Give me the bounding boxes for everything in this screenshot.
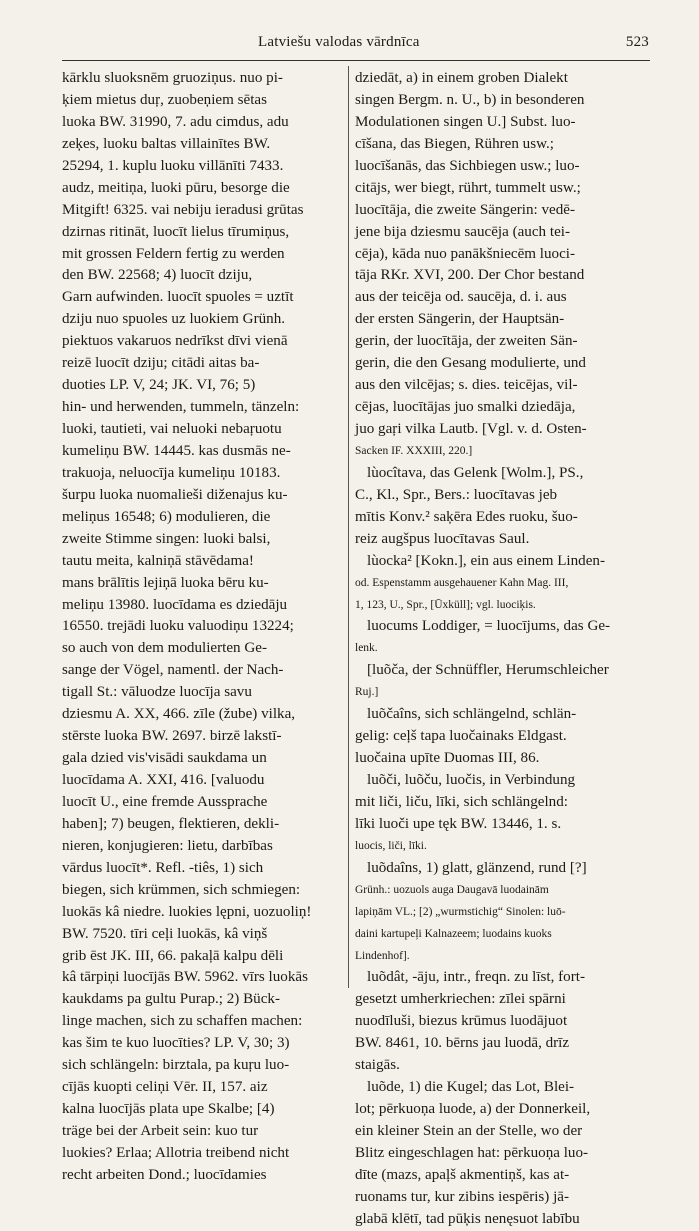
text-line: luokies? Erlaa; Allotria treibend nicht bbox=[62, 1144, 290, 1161]
text-line: haben]; 7) beugen, flektieren, dekli- bbox=[62, 815, 280, 832]
text-line: sich schlängeln: birztala, pa kuŗu luo- bbox=[62, 1057, 290, 1074]
text-line: sange der Vögel, namentl. der Nach- bbox=[62, 662, 284, 679]
text-line: glabā klētī, tad pūķis nenęsuot labību bbox=[355, 1210, 580, 1227]
text-line: luocīdama A. XXI, 416. [valuodu bbox=[62, 772, 265, 788]
text-line: luocīt U., eine fremde Aussprache bbox=[62, 793, 268, 810]
text-line: luokās kâ niedre. luokies lępni, uozuoliņ! bbox=[62, 903, 312, 920]
text-line: luocītāja, die zweite Sängerin: vedē- bbox=[355, 201, 576, 218]
text-line: piektuos vakaruos nedrīkst dīvi vienā bbox=[62, 333, 288, 350]
text-line: mit grossen Feldern fertig zu werden bbox=[62, 245, 285, 262]
text-line: šurpu luoka nuomalieši diženajus ku- bbox=[62, 486, 288, 503]
text-line: cījās kuopti celiņi Vēr. II, 157. aiz bbox=[62, 1079, 268, 1096]
text-line: daini kartupeļi Kalnazeem; luodains kuoks bbox=[355, 927, 552, 940]
text-line: der ersten Sängerin, der Hauptsän- bbox=[355, 311, 565, 328]
text-line: BW. 8461, 10. bērns jau luodā, drīz bbox=[355, 1035, 570, 1052]
text-line: staigās. bbox=[355, 1057, 400, 1074]
text-line: Sacken IF. XXXIII, 220.] bbox=[355, 444, 473, 457]
text-line: aus den vilcējas; s. dies. teicējas, vil- bbox=[355, 377, 578, 394]
running-title: Latviešu valodas vārdnīca bbox=[258, 34, 420, 50]
text-line: gerin, der luocītāja, der zweiten Sän- bbox=[355, 333, 578, 350]
text-line: dziedāt, a) in einem groben Dialekt bbox=[355, 70, 568, 86]
entry-headword-line: luocums Loddiger, = luocījums, das Ge- bbox=[367, 618, 611, 635]
text-line: zeķes, luoku baltas villainītes BW. bbox=[62, 135, 271, 152]
text-line: 1, 123, U., Spr., [Ūxküll]; vgl. luociķis. bbox=[355, 598, 536, 611]
text-line: kumeliņu BW. 14445. kas dusmās ne- bbox=[62, 442, 291, 459]
text-line: Grünh.: uozuols auga Daugavā luodainām bbox=[355, 883, 549, 896]
text-line: so auch von dem modulierten Ge- bbox=[62, 640, 267, 657]
column-divider bbox=[348, 66, 349, 988]
text-line: mītis Konv.² saķēra Edes ruoku, šuo- bbox=[355, 508, 578, 525]
text-line: tigall St.: vāluodze luocīja savu bbox=[62, 684, 252, 701]
text-line: dziesmu A. XX, 466. zīle (žube) vilka, bbox=[62, 706, 296, 723]
entry-headword-line: luõdât, -āju, intr., freqn. zu līst, fort- bbox=[367, 969, 585, 986]
header-rule bbox=[62, 60, 650, 61]
text-line: luocis, liči, līki. bbox=[355, 839, 427, 852]
text-line: reiz augšpus luocītavas Saul. bbox=[355, 530, 530, 547]
text-line: kārklu sluoksnēm gruoziņus. nuo pi- bbox=[62, 70, 283, 86]
entry-headword-line: luõčaîns, sich schlängelnd, schlän- bbox=[367, 706, 577, 723]
text-line: od. Espenstamm ausgehauener Kahn Mag. III, bbox=[355, 576, 569, 589]
text-line: träge bei der Arbeit sein: kuo tur bbox=[62, 1123, 259, 1139]
text-line: gerin, die den Gesang modulierte, und bbox=[355, 355, 586, 372]
left-column bbox=[62, 68, 344, 1183]
text-line: Modulationen singen U.] Subst. luo- bbox=[355, 113, 576, 130]
text-line: jene bija dziesmu saucēja (auch tei- bbox=[355, 223, 570, 240]
text-line: citājs, wer biegt, rührt, tummelt usw.; bbox=[355, 179, 581, 196]
text-line: grib ēst JK. III, 66. pakaļā kalpu dēli bbox=[62, 947, 284, 964]
text-line: luocīšanās, das Sichbiegen usw.; luo- bbox=[355, 157, 580, 174]
text-line: juo gaŗi vilka Lautb. [Vgl. v. d. Osten- bbox=[355, 421, 587, 437]
text-line: zweite Stimme singen: luoki balsi, bbox=[62, 530, 271, 547]
page-number: 523 bbox=[625, 34, 649, 50]
text-line: reizē luocīt dziju; citādi aitas ba- bbox=[62, 355, 260, 372]
entry-headword-line: lùocîtava, das Gelenk [Wolm.], PS., bbox=[367, 464, 584, 481]
text-line: luoki, tautieti, vai neluoki nebaŗuotu bbox=[62, 421, 282, 437]
text-line: dzirnas ritināt, luocīt lielus tīrumiņus, bbox=[62, 223, 290, 240]
entry-headword-line: lùocka² [Kokn.], ein aus einem Linden- bbox=[367, 552, 605, 569]
text-line: den BW. 22568; 4) luocīt dziju, bbox=[62, 267, 253, 284]
text-line: recht arbeiten Dond.; luocīdamies bbox=[62, 1166, 267, 1183]
text-line: meliņus 16548; 6) modulieren, die bbox=[62, 508, 271, 525]
text-line: linge machen, sich zu schaffen machen: bbox=[62, 1013, 303, 1030]
right-column bbox=[355, 68, 651, 1227]
text-line: BW. 7520. tīri ceļi luokās, kâ viņš bbox=[62, 925, 268, 942]
text-line: cējas, luocītājas juo smalki dziedāja, bbox=[355, 399, 576, 416]
text-line: audz, meitiņa, luoki pūru, besorge die bbox=[62, 179, 290, 196]
text-line: biegen, sich krümmen, sich schmiegen: bbox=[62, 881, 301, 898]
text-line: aus der teicēja od. saucēja, d. i. aus bbox=[355, 289, 567, 306]
entry-headword-line: luõči, luõču, luočis, in Verbindung bbox=[367, 772, 576, 788]
text-line: stērste luoka BW. 2697. birzē lakstī- bbox=[62, 728, 282, 745]
text-line: C., Kl., Spr., Bers.: luocītavas jeb bbox=[355, 486, 558, 503]
text-line: dīte (mazs, apaļš akmentiņš, kas at- bbox=[355, 1166, 570, 1183]
text-line: gelig: ceļš tapa luočainaks Eldgast. bbox=[355, 728, 567, 745]
text-line: Mitgift! 6325. vai nebiju ieradusi grūtas bbox=[62, 201, 304, 218]
text-line: hin- und herwenden, tummeln, tänzeln: bbox=[62, 399, 300, 416]
text-line: kas šim te kuo luocīties? LP. V, 30; 3) bbox=[62, 1035, 290, 1052]
text-line: tautu meita, kalniņā stāvēdama! bbox=[62, 552, 254, 569]
text-line: Lindenhof]. bbox=[355, 949, 410, 962]
text-line: Blitz eingeschlagen hat: pērkuoņa luo- bbox=[355, 1144, 589, 1161]
text-line: luočaina upīte Duomas III, 86. bbox=[355, 750, 540, 767]
text-line: gesetzt umherkriechen: zīlei spārni bbox=[355, 991, 566, 1008]
text-line: dziju nuo spuoles uz luokiem Grünh. bbox=[62, 311, 286, 328]
text-line: trakuoja, neluocīja kumeliņu 10183. bbox=[62, 464, 281, 481]
text-line: singen Bergm. n. U., b) in besonderen bbox=[355, 91, 585, 108]
text-line: nuodīluši, biezus krūmus luodājuot bbox=[355, 1013, 568, 1030]
text-line: kalna luocījās plata upe Skalbe; [4) bbox=[62, 1101, 275, 1118]
text-line: kaukdams pa gultu Purap.; 2) Bück- bbox=[62, 991, 280, 1008]
text-line: meliņu 13980. luocīdama es dziedāju bbox=[62, 596, 288, 613]
text-line: 16550. trejādi luoku valuodiņu 13224; bbox=[62, 618, 294, 635]
text-line: kâ tārpiņi luocījās BW. 5962. vīrs luokās bbox=[62, 969, 308, 986]
text-line: duoties LP. V, 24; JK. VI, 76; 5) bbox=[62, 377, 256, 394]
text-line: līki luoči upe tęk BW. 13446, 1. s. bbox=[355, 815, 562, 832]
entry-headword-line: luõdaîns, 1) glatt, glänzend, rund [?] bbox=[367, 859, 587, 876]
text-line: vārdus luocīt*. Refl. -tiês, 1) sich bbox=[62, 859, 264, 876]
text-line: tāja RKr. XVI, 200. Der Chor bestand bbox=[355, 267, 585, 284]
text-line: 25294, 1. kuplu luoku villānīti 7433. bbox=[62, 157, 284, 174]
text-line: Ruj.] bbox=[355, 686, 379, 699]
text-line: mans brālītis lejiņā luoka bēru ku- bbox=[62, 574, 269, 591]
text-line: lenk. bbox=[355, 642, 378, 655]
text-line: mit liči, liču, līki, sich schlängelnd: bbox=[355, 793, 568, 810]
text-line: Garn aufwinden. luocīt spuoles = uztīt bbox=[62, 289, 294, 306]
text-line: luoka BW. 31990, 7. adu cimdus, adu bbox=[62, 113, 289, 130]
entry-headword-line: [luõča, der Schnüffler, Herumschleicher bbox=[367, 662, 609, 679]
text-line: ķiem mietus duŗ, zuobeņiem sētas bbox=[62, 91, 267, 108]
text-line: cīšana, das Biegen, Rühren usw.; bbox=[355, 135, 554, 152]
text-line: cēja), kāda nuo panākšniecēm luoci- bbox=[355, 245, 576, 262]
text-line: gala dzied vis'visādi saukdama un bbox=[62, 750, 267, 767]
entry-headword-line: luõde, 1) die Kugel; das Lot, Blei- bbox=[367, 1079, 575, 1096]
text-line: lot; pērkuoņa luode, a) der Donnerkeil, bbox=[355, 1101, 591, 1118]
text-line: lapiņām VL.; [2) „wurmstichig“ Sinolen: luō- bbox=[355, 905, 566, 918]
text-line: ein kleiner Stein an der Stelle, wo der bbox=[355, 1123, 583, 1139]
text-line: nieren, konjugieren: lietu, darbības bbox=[62, 837, 273, 854]
text-line: ruonams tur, kur zibins iespēris) jā- bbox=[355, 1188, 570, 1205]
